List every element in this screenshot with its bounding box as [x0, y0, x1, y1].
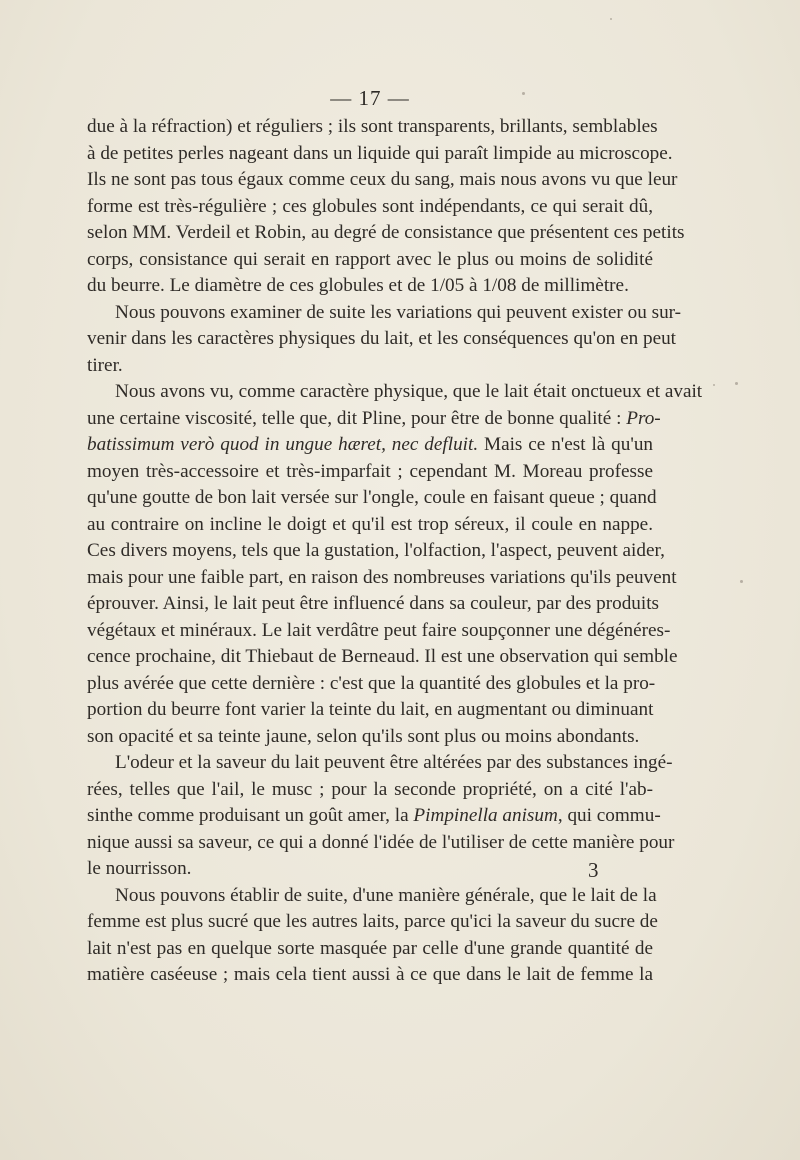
text-line: sinthe comme produisant un goût amer, la Pimpinella anisum, qui commu-	[87, 805, 661, 826]
text-line: une certaine viscosité, telle que, dit Pline, pour être de bonne qualité : Pro-	[87, 407, 661, 429]
text-line: batissimum verò quod in ungue hæret, nec defluit. Mais ce n'est là qu'un	[87, 434, 654, 455]
text-line: Ils ne sont pas tous égaux comme ceux du sang, mais nous avons vu que leur	[87, 169, 678, 190]
body-text	[87, 114, 703, 989]
text-line: venir dans les caractères physiques du lait, et les conséquences qu'on en peut	[87, 328, 677, 349]
text-line: corps, consistance qui serait en rapport avec le plus ou moins de solidité	[87, 248, 653, 270]
paper-speck	[522, 92, 525, 95]
text-line: qu'une goutte de bon lait versée sur l'ongle, coule en faisant queue ; quand	[87, 487, 657, 508]
text-line: femme est plus sucré que les autres laits, parce qu'ici la saveur du sucre de	[87, 911, 658, 932]
text-line: le nourrisson.	[87, 858, 192, 879]
paper-speck	[740, 580, 743, 583]
text-line: Nous pouvons établir de suite, d'une manière générale, que le lait de la	[115, 884, 657, 906]
text-line: rées, telles que l'ail, le musc ; pour la seconde propriété, on a cité l'ab-	[87, 778, 653, 800]
text-line: éprouver. Ainsi, le lait peut être influencé dans sa couleur, par des produits	[87, 593, 660, 614]
paper-speck	[735, 382, 738, 385]
text-line: du beurre. Le diamètre de ces globules et de 1/05 à 1/08 de millimètre.	[87, 275, 629, 296]
paper-speck	[610, 18, 612, 20]
text-line: son opacité et sa teinte jaune, selon qu'ils sont plus ou moins abondants.	[87, 725, 640, 747]
text-line: moyen très-accessoire et très-imparfait ; cependant M. Moreau professe	[87, 460, 653, 482]
text-line: Nous avons vu, comme caractère physique, que le lait était onctueux et avait	[115, 381, 703, 402]
text-line: lait n'est pas en quelque sorte masquée par celle d'une grande quantité de	[87, 937, 653, 959]
text-line: au contraire on incline le doigt et qu'il est trop séreux, il coule en nappe.	[87, 513, 653, 535]
text-line: due à la réfraction) et réguliers ; ils sont transparents, brillants, semblables	[87, 116, 658, 137]
text-line: tirer.	[87, 354, 123, 376]
text-line: mais pour une faible part, en raison des nombreuses variations qu'ils peuvent	[87, 566, 677, 588]
text-line: Ces divers moyens, tels que la gustation, l'olfaction, l'aspect, peuvent aider,	[87, 540, 665, 561]
text-line: Nous pouvons examiner de suite les variations qui peuvent exister ou sur-	[115, 301, 682, 323]
text-line: matière caséeuse ; mais cela tient aussi à ce que dans le lait de femme la	[87, 964, 653, 985]
signature-mark: 3	[588, 858, 599, 882]
text-line: nique aussi sa saveur, ce qui a donné l'idée de l'utiliser de cette manière pour	[87, 831, 675, 853]
text-line: portion du beurre font varier la teinte du lait, en augmentant ou diminuant	[87, 699, 654, 720]
text-line: végétaux et minéraux. Le lait verdâtre peut faire soupçonner une dégénéres-	[87, 619, 671, 641]
text-line: selon MM. Verdeil et Robin, au degré de consistance que présentent ces petits	[87, 222, 685, 243]
page-number: — 17 —	[330, 86, 410, 110]
paper-speck	[713, 384, 715, 386]
text-line: plus avérée que cette dernière : c'est que la quantité des globules et la pro-	[87, 672, 656, 694]
text-line: forme est très-régulière ; ces globules sont indépendants, ce qui serait dû,	[87, 195, 653, 217]
text-line: cence prochaine, dit Thiebaut de Berneaud. Il est une observation qui semble	[87, 646, 678, 667]
text-line: à de petites perles nageant dans un liquide qui paraît limpide au microscope.	[87, 142, 673, 164]
text-line: L'odeur et la saveur du lait peuvent être altérées par des substances ingé-	[115, 752, 673, 773]
